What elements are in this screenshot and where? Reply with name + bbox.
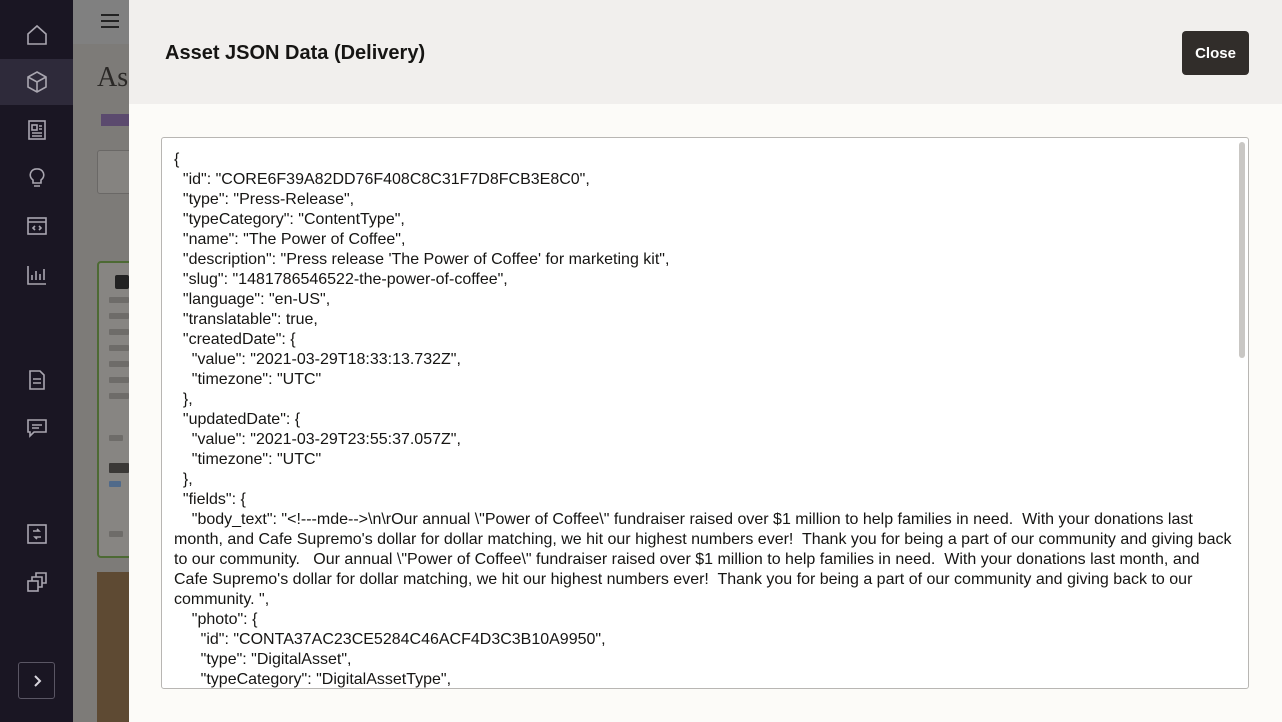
card-line xyxy=(109,297,129,303)
json-content: { "id": "CORE6F39A82DD76F408C8C31F7D8FCB3E8C0", "type": "Press-Release", "typeCategory": "ContentType", "name": "The Power of Coffee", "description": "Press release 'The Power of Coffee' for marketing kit", "slug": "1481786546522-the-power-of-coffee", "language": "en-US", "translatable": true, "createdDate": { "value": "2021-03-29T18:33:13.732Z", "timezone": "UTC" }, "updatedDate": { "value": "2021-03-29T23:55:37.057Z", "timezone": "UTC" }, "fields": { "body_text": "<!---mde-->\n\rOur annual \"Power of Coffee\" fundraiser raised over $1 million to help families in need. With your donations last month, and Cafe Supremo's dollar for dollar matching, we hit our highest numbers ever! Thank you for being a part of our community and giving back to our community. Our annual \"Power of Coffee\" fundraiser raised over $1 million to help families in need. With your donations last month, and Cafe Supremo's dollar for dollar matching, we hit our highest numbers ever! Thank you for being a part of our community and giving back to our community. ", "photo": { "id": "CONTA37AC23CE5284C46ACF4D3C3B10A9950", "type": "DigitalAsset", "typeCategory": "DigitalAssetType", xyxy=(174,151,1232,688)
json-data-dialog xyxy=(129,0,1282,722)
background-banner xyxy=(101,114,129,126)
stack-icon xyxy=(25,570,49,594)
close-button[interactable]: Close xyxy=(1182,31,1249,75)
nav-analytics[interactable] xyxy=(0,252,73,298)
card-line xyxy=(109,377,129,383)
json-text-area[interactable] xyxy=(161,137,1249,689)
background-asset-card xyxy=(97,261,129,558)
nav-assets[interactable] xyxy=(0,59,73,105)
nav-admin[interactable] xyxy=(0,559,73,605)
filter-icon xyxy=(97,150,129,194)
card-line xyxy=(109,435,123,441)
chart-icon xyxy=(25,263,49,287)
home-icon xyxy=(25,23,49,47)
scrollbar-thumb[interactable] xyxy=(1239,142,1245,358)
background-page-title: As xyxy=(97,62,129,93)
nav-integrations[interactable] xyxy=(0,511,73,557)
card-checkbox xyxy=(115,275,129,289)
card-line xyxy=(109,531,123,537)
dialog-header xyxy=(129,0,1282,104)
nav-home[interactable] xyxy=(0,12,73,58)
code-window-icon xyxy=(25,214,49,238)
card-line xyxy=(109,345,129,351)
expand-icon xyxy=(29,673,45,689)
lightbulb-icon xyxy=(25,166,49,190)
dialog-title: Asset JSON Data (Delivery) xyxy=(165,42,426,64)
card-line xyxy=(109,463,129,473)
nav-conversations[interactable] xyxy=(0,405,73,451)
nav-documents[interactable] xyxy=(0,357,73,403)
card-line xyxy=(109,313,129,319)
card-line xyxy=(109,361,129,367)
nav-content[interactable] xyxy=(0,107,73,153)
integration-icon xyxy=(25,522,49,546)
card-line xyxy=(109,393,129,399)
expand-nav-button[interactable] xyxy=(18,662,55,699)
background-app xyxy=(73,0,129,722)
chat-icon xyxy=(25,416,49,440)
card-line xyxy=(109,329,129,335)
background-asset-image xyxy=(97,572,129,722)
newspaper-icon xyxy=(25,118,49,142)
document-icon xyxy=(25,368,49,392)
scrollbar[interactable] xyxy=(1238,140,1246,686)
nav-rail xyxy=(0,0,73,722)
cube-icon xyxy=(25,70,49,94)
menu-icon xyxy=(101,14,119,28)
nav-ideas[interactable] xyxy=(0,155,73,201)
card-line xyxy=(109,481,121,487)
nav-developer[interactable] xyxy=(0,203,73,249)
